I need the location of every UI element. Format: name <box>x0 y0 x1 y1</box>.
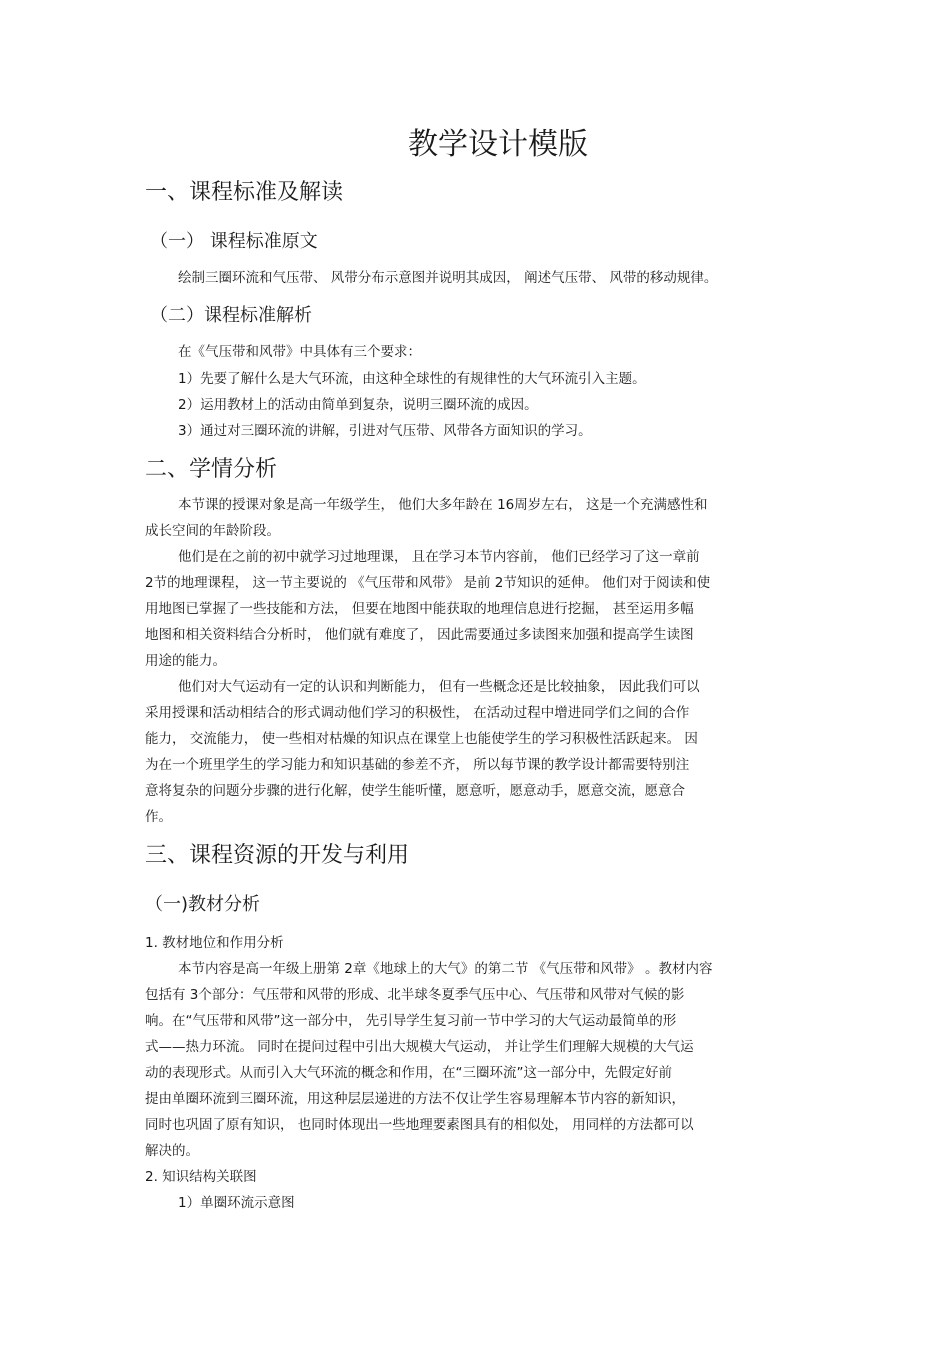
paragraph-line: 他们是在之前的初中就学习过地理课， 且在学习本节内容前， 他们已经学习了这一章前 <box>178 549 700 565</box>
section-1-sub2-heading: （二）课程标准解析 <box>150 305 312 326</box>
paragraph-line: 响。在“气压带和风带”这一部分中， 先引导学生复习前一节中学习的大气运动最简单的形 <box>145 1013 677 1029</box>
paragraph-line: 他们对大气运动有一定的认识和判断能力， 但有一些概念还是比较抽象， 因此我们可以 <box>178 679 700 695</box>
section-2-heading: 二、学情分析 <box>145 457 278 482</box>
paragraph-line: 为在一个班里学生的学习能力和知识基础的参差不齐， 所以每节课的教学设计都需要特别注 <box>145 757 690 773</box>
paragraph-line: 提由单圈环流到三圈环流，用这种层层递进的方法不仅让学生容易理解本节内容的新知识， <box>145 1091 685 1107</box>
section-3-sub1-heading: （一)教材分析 <box>145 894 261 915</box>
curriculum-standard-text: 绘制三圈环流和气压带、 风带分布示意图并说明其成因， 阐述气压带、 风带的移动规律。 <box>178 270 718 286</box>
paragraph-line: 本节课的授课对象是高一年级学生， 他们大多年龄在 16周岁左右， 这是一个充满感性和 <box>178 497 708 513</box>
requirement-item: 1）先要了解什么是大气环流，由这种全球性的有规律性的大气环流引入主题。 <box>178 371 646 387</box>
section-1-sub1-heading: （一） 课程标准原文 <box>150 231 318 252</box>
paragraph-line: 采用授课和活动相结合的形式调动他们学习的积极性， 在活动过程中增进同学们之间的合作 <box>145 705 690 721</box>
paragraph-line: 成长空间的年龄阶段。 <box>145 523 280 539</box>
paragraph-line: 解决的。 <box>145 1143 199 1159</box>
item-2-subitem: 1）单圈环流示意图 <box>178 1195 295 1211</box>
paragraph-line: 包括有 3个部分：气压带和风带的形成、北半球冬夏季气压中心、气压带和风带对气候的影 <box>145 987 685 1003</box>
section-3-heading: 三、课程资源的开发与利用 <box>145 843 410 868</box>
paragraph-line: 用途的能力。 <box>145 653 226 669</box>
section-1-heading: 一、课程标准及解读 <box>145 180 344 205</box>
item-2-heading: 2. 知识结构关联图 <box>145 1169 257 1185</box>
paragraph-line: 动的表现形式。从而引入大气环流的概念和作用，在“三圈环流”这一部分中，先假定好前 <box>145 1065 672 1081</box>
requirement-item: 2）运用教材上的活动由简单到复杂，说明三圈环流的成因。 <box>178 397 538 413</box>
paragraph-line: 地图和相关资料结合分析时， 他们就有难度了， 因此需要通过多读图来加强和提高学生读图 <box>145 627 694 643</box>
paragraph-line: 2节的地理课程， 这一节主要说的 《气压带和风带》 是前 2节知识的延伸。 他们对于阅读和使 <box>145 575 711 591</box>
paragraph-line: 作。 <box>145 809 172 825</box>
standard-analysis-intro: 在《气压带和风带》中具体有三个要求： <box>178 344 421 360</box>
paragraph-line: 用地图已掌握了一些技能和方法， 但要在地图中能获取的地理信息进行挖掘， 甚至运用多幅 <box>145 601 694 617</box>
paragraph-line: 能力， 交流能力， 使一些相对枯燥的知识点在课堂上也能使学生的学习积极性活跃起来。 因 <box>145 731 698 747</box>
requirement-item: 3）通过对三圈环流的讲解，引进对气压带、风带各方面知识的学习。 <box>178 423 592 439</box>
paragraph-line: 式——热力环流。 同时在提问过程中引出大规模大气运动， 并让学生们理解大规模的大气运 <box>145 1039 694 1055</box>
paragraph-line: 本节内容是高一年级上册第 2章《地球上的大气》的第二节 《气压带和风带》 。教材内容 <box>178 961 713 977</box>
document-title: 教学设计模版 <box>408 127 588 162</box>
paragraph-line: 同时也巩固了原有知识， 也同时体现出一些地理要素图具有的相似处， 用同样的方法都可以 <box>145 1117 694 1133</box>
paragraph-line: 意将复杂的问题分步骤的进行化解，使学生能听懂，愿意听，愿意动手，愿意交流，愿意合 <box>145 783 685 799</box>
item-1-heading: 1. 教材地位和作用分析 <box>145 935 284 951</box>
